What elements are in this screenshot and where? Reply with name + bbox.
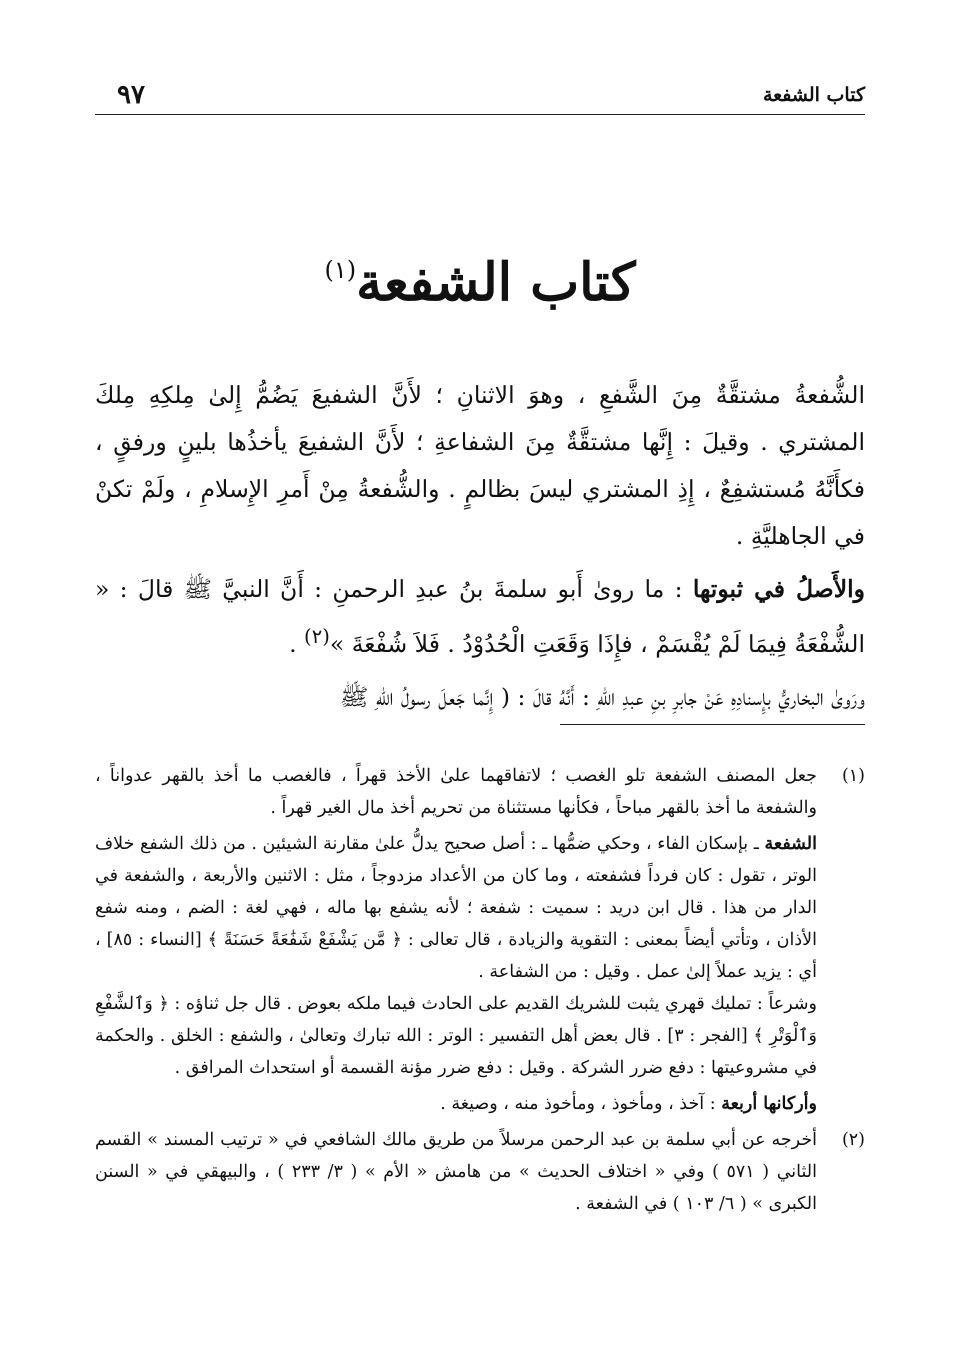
paragraph-bukhari: ورَوىٰ البخاريُّ بإِسنادِهِ عَنْ جابرِ بنِ عبدِ اللهِ : أَنَّهُ قالَ : ( إِنَّما جَعلَ رسولُ اللهِ ﷺ: [340, 682, 865, 711]
footnote-text: جعل المصنف الشفعة تلو الغصب ؛ لاتفاقهما علىٰ الأخذ قهراً ، فالغصب ما أخذ بالقهر عدواناً ، والشفعة ما أخذ بالقهر مباحاً ، فكأنها مستثناة من تحريم أخذ مال الغير قهراً .: [95, 766, 817, 818]
footnote-text: وشرعاً : تمليك قهري يثبت للشريك القديم على الحادث فيما ملكه بعوض . قال جل ثناؤه : ﴿ وَٱلشَّفْعِ وَٱلْوَتْرِ ﴾ [الفجر : ٣] . قال بعض أهل التفسير : الوتر : الله تبارك وتعالىٰ ، والشفع : الخلق . والحكمة في مشروعيتها : دفع ضرر الشركة . وقيل : دفع ضرر مؤنة القسمة أو استحداث المرافق .: [95, 994, 817, 1078]
paragraph-end-mark: .: [289, 629, 297, 658]
footnote-lead: وأركانها أربعة: [721, 1094, 817, 1114]
main-text: [95, 372, 865, 721]
footnote-text: أخرجه عن أبي سلمة بن عبد الرحمن مرسلاً من طريق مالك الشافعي في « ترتيب المسند » القسم الثاني ( ٥٧١ ) وفي « اختلاف الحديث » من هامش « الأم » ( ٣/ ٢٣٣ ) ، والبيهقي في « السنن الكبرى » ( ٦/ ١٠٣ ) في الشفعة .: [95, 1130, 817, 1214]
paragraph-evidence: [95, 566, 865, 668]
title-footnote-ref: (١): [324, 256, 357, 284]
footnote-number: (٢): [841, 1130, 865, 1150]
paragraph-lead: والأَصلُ في ثبوتها: [692, 575, 865, 603]
footnote-text-body: : آخذ ، ومأخوذ ، ومأخوذ منه ، وصيغة .: [440, 1094, 716, 1114]
chapter-title-block: [0, 252, 960, 313]
footnote-separator: [560, 724, 865, 725]
footnote-text: [95, 1088, 817, 1120]
page-header: [95, 78, 865, 115]
footnote-number: (١): [841, 766, 865, 786]
footnote-text: [95, 828, 817, 988]
page-number: ٩٧: [117, 80, 145, 110]
paragraph-definition: الشُّفعةُ مشتقَّةٌ مِنَ الشَّفعِ ، وهوَ الاثنانِ ؛ لأَنَّ الشفيعَ يَضُمُّ إِلىٰ مِلكِهِ مِلكَ المشتري . وقيلَ : إِنَّها مشتقَّةٌ مِنَ الشفاعةِ ؛ لأَنَّ الشفيعَ يأخذُها بلينٍ ورفقٍ ، فكأَنَّهُ مُستشفِعٌ ، إِذِ المشتري ليسَ بظالمٍ . والشُّفعةُ مِنْ أَمرِ الإِسلامِ ، ولَمْ تكنْ في الجاهليَّةِ .: [95, 381, 865, 550]
footnote-1: [95, 760, 865, 1120]
footnote-lead: الشفعة: [764, 834, 817, 854]
running-title: كتاب الشفعة: [762, 84, 865, 106]
footnotes: [95, 760, 865, 1220]
footnote-ref-2: (٢): [304, 625, 330, 648]
footnote-text-body: ـ بإسكان الفاء ، وحكي ضمُّها ـ : أصل صحيح يدلُّ علىٰ مقارنة الشيئين . من ذلك الشفع خلاف الوتر ، تقول : كان فرداً فشفعته ، وما كان من الأعداد مزدوجاً ، مثل : الاثنين والأربعة ، والشفعة في الدار من هذا . قال ابن دريد : سميت : شفعة ؛ لأنه يشفع بها ماله ، فهي لغة : الضم ، ومنه شفع الأذان ، وتأتي أيضاً بمعنى : التقوية والزيادة ، قال تعالى : ﴿ مَّن يَشْفَعْ شَفَٰعَةً حَسَنَةً ﴾ [النساء : ٨٥] ، أي : يزيد عملاً إلىٰ عمل . وقيل : من الشفاعة .: [95, 834, 817, 982]
chapter-title: كتاب الشفعة: [356, 252, 636, 313]
footnote-2: [95, 1124, 865, 1220]
paragraph-evidence-text: : ما روىٰ أَبو سلمةَ بنُ عبدِ الرحمنِ : أَنَّ النبيَّ ﷺ قالَ : « الشُّفْعَةُ فِيمَا لَمْ يُقْسَمْ ، فإِذَا وَقَعَتِ الْحُدُوْدُ . فَلاَ شُفْعَةَ »: [95, 575, 865, 658]
